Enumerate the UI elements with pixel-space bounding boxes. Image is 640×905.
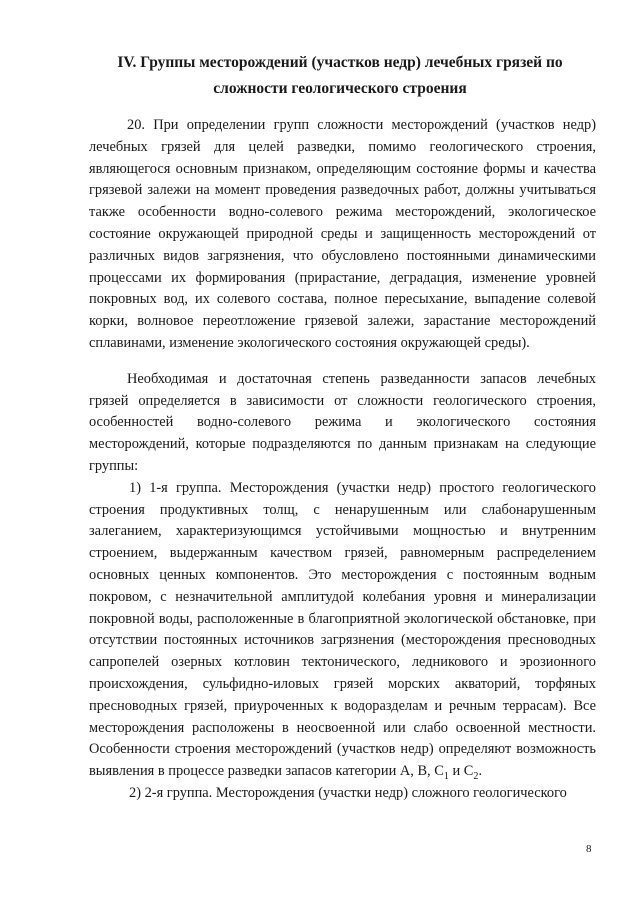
page-number: 8: [586, 843, 592, 855]
category-c1-subscript: 1: [443, 770, 449, 782]
group-1-and-text: и С: [448, 763, 474, 780]
group-1-text: 1) 1-я группа. Месторождения (участки недр) простого геологического строения продуктивных толщ, с ненарушенным или слабонарушенным залеганием, характеризующимся устойчивыми мощностью и внутренним строением, выдержанным качеством грязей, равномерным распределением основных ценных компонентов. Это месторождения с постоянным водным покровом, с незначительной амплитудой колебания уровня и минерализации покровной воды, расположенные в благоприятной экологической обстановке, при отсутствии постоянных источников загрязнения (месторождения пресноводных сапропелей озерных котловин тектонического, ледникового и эрозионного происхождения, сульфидно-иловых грязей морских акваторий, торфяных пресноводных грязей, приуроченных к водоразделам и речным террасам). Все месторождения расположены в неосвоенной или слабо освоенной местности. Особенности строения месторождений (участков недр) определяют возможность выявления в процессе разведки запасов категории А, В, С: [89, 479, 596, 780]
paragraph-groups-intro: Необходимая и достаточная степень разведанности запасов лечебных грязей определяется в зависимости от сложности геологического строения, особенностей водно-солевого режима и экологического состояния месторождений, которые подразделяются по данным признакам на следующие группы:: [89, 370, 596, 474]
section-heading-line-2: сложности геологического строения: [213, 80, 467, 97]
section-heading-line-1: IV. Группы месторождений (участков недр) лечебных грязей по: [117, 54, 563, 71]
category-c2-subscript: 2: [473, 770, 479, 782]
paragraph-group-1: [89, 478, 596, 783]
section-heading: [110, 50, 570, 102]
paragraph-20: 20. При определении групп сложности месторождений (участков недр) лечебных грязей для целей разведки, помимо геологического строения, являющегося основным признаком, определяющим состояние формы и качества грязевой залежи на момент проведения разведочных работ, должны учитываться также особенности водно-солевого режима месторождений, экологическое состояние окружающей природной среды и защищенность месторождений от различных видов загрязнения, что обусловлено постоянными динамическими процессами их формирования (прирастание, деградация, изменение уровней покровных вод, их солевого состава, полное пересыхание, выпадение солевой корки, волновое переотложение грязевой залежи, зарастание месторождений сплавинами, изменение экологического состояния окружающей среды).: [89, 117, 596, 351]
group-1-end: .: [478, 763, 483, 780]
paragraph-group-2: 2) 2-я группа. Месторождения (участки недр) сложного геологического: [129, 784, 567, 801]
body-text: [89, 115, 596, 805]
